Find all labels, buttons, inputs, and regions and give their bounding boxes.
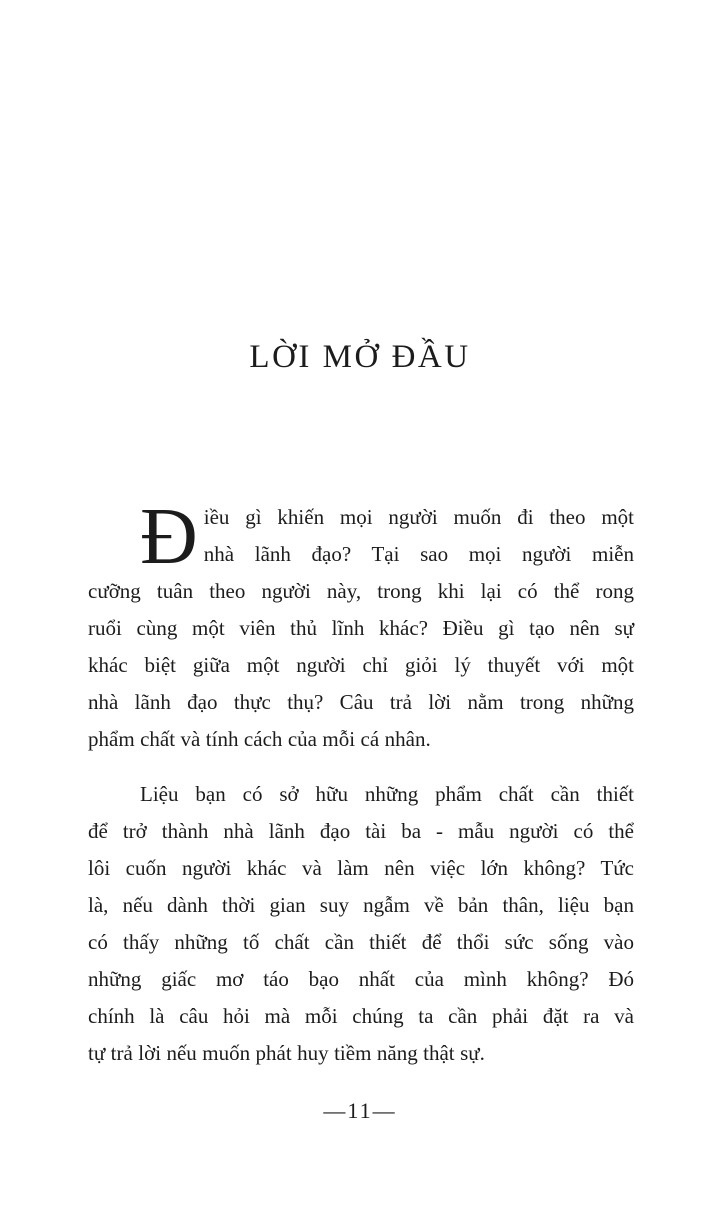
body-line: là, nếu dành thời gian suy ngẫm về bản thân, liệu bạn	[88, 893, 634, 917]
body-line: iều gì khiến mọi người muốn đi theo một	[203, 505, 634, 529]
body-line: Liệu bạn có sở hữu những phẩm chất cần thiết	[140, 782, 634, 806]
paragraph-1	[88, 493, 634, 758]
body-line: để trở thành nhà lãnh đạo tài ba - mẫu người có thể	[88, 819, 634, 843]
body-line: khác biệt giữa một người chỉ giỏi lý thuyết với một	[88, 653, 634, 677]
body-line: chính là câu hỏi mà mỗi chúng ta cần phải đặt ra và	[88, 1004, 634, 1028]
chapter-title: LỜI MỞ ĐẦU	[249, 339, 471, 375]
body-line: có thấy những tố chất cần thiết để thổi sức sống vào	[88, 930, 634, 954]
body-line: tự trả lời nếu muốn phát huy tiềm năng thật sự.	[88, 1041, 485, 1065]
body-line: nhà lãnh đạo thực thụ? Câu trả lời nằm trong những	[88, 690, 634, 714]
body-text	[88, 493, 634, 1072]
body-line: lôi cuốn người khác và làm nên việc lớn không? Tức	[88, 856, 634, 880]
body-line: nhà lãnh đạo? Tại sao mọi người miễn	[203, 542, 634, 566]
paragraph-2	[88, 776, 634, 1072]
body-line: cưỡng tuân theo người này, trong khi lại có thể rong	[88, 579, 634, 603]
dropcap-letter: Đ	[140, 493, 198, 581]
body-line: phẩm chất và tính cách của mỗi cá nhân.	[88, 727, 431, 751]
page-number: —11—	[323, 1098, 397, 1123]
body-line: ruổi cùng một viên thủ lĩnh khác? Điều gì tạo nên sự	[88, 616, 634, 640]
body-line: những giấc mơ táo bạo nhất của mình không? Đó	[88, 967, 634, 991]
